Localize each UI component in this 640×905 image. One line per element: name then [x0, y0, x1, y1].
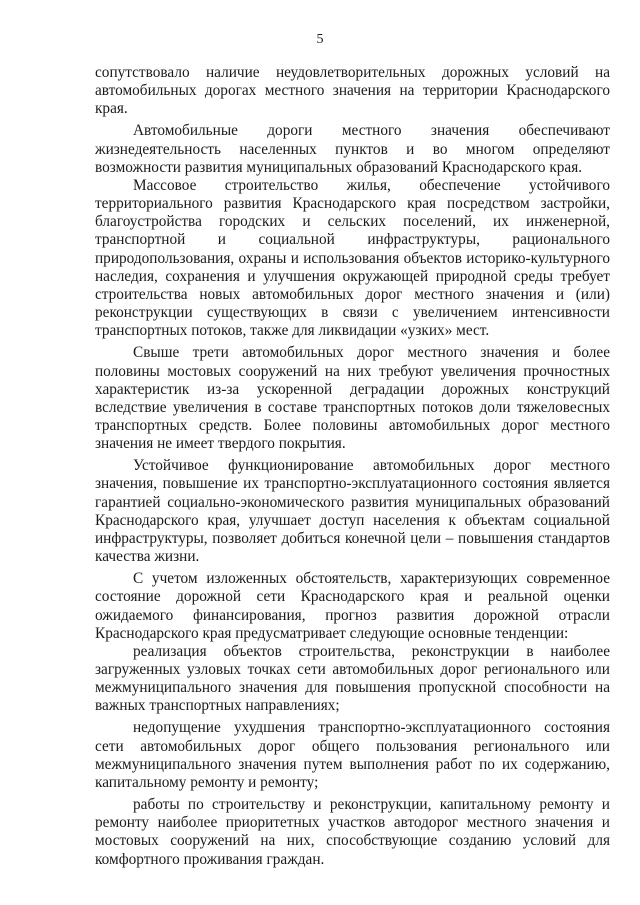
paragraph: Автомобильные дороги местного значения обеспечивают жизнедеятельность населенных пунктов и во многом определяют возможности развития муниципальных образований Краснодарского края. [95, 122, 610, 176]
list-item: недопущение ухудшения транспортно-эксплуатационного состояния сети автомобильных дорог общего пользования регионального или межмуниципального значения путем выполнения работ по их содержанию, капитальному ремонту и ремонту; [95, 719, 610, 791]
paragraph: Массовое строительство жилья, обеспечение устойчивого территориального развития Краснодарского края посредством застройки, благоустройства городских и сельских поселений, их инженерной, транспортной и социальной инфраструктуры, рационального природопользования, охраны и использования объектов историко-культурного наследия, сохранения и улучшения окружающей природной среды требует строительства новых автомобильных дорог местного значения и (или) реконструкции существующих в связи с увеличением интенсивности транспортных потоков, также для ликвидации «узких» мест. [95, 176, 610, 340]
document-body [95, 64, 610, 869]
paragraph: Устойчивое функционирование автомобильных дорог местного значения, повышение их транспортно-эксплуатационного состояния является гарантией социально-экономического развития муниципальных образований Краснодарского края, улучшает доступ населения к объектам социальной инфраструктуры, позволяет добиться конечной цели – повышения стандартов качества жизни. [95, 457, 610, 566]
list-item: работы по строительству и реконструкции, капитальному ремонту и ремонту наиболее приоритетных участков автодорог местного значения и мостовых сооружений на них, способствующие созданию условий для комфортного проживания граждан. [95, 796, 610, 868]
list-item: реализация объектов строительства, реконструкции в наиболее загруженных узловых точках сети автомобильных дорог регионального или межмуниципального значения для повышения пропускной способности на важных транспортных направлениях; [95, 642, 610, 715]
paragraph: С учетом изложенных обстоятельств, характеризующих современное состояние дорожной сети Краснодарского края и реальной оценки ожидаемого финансирования, прогноз развития дорожной отрасли Краснодарского края предусматривает следующие основные тенденции: [95, 570, 610, 642]
paragraph: сопутствовало наличие неудовлетворительных дорожных условий на автомобильных дорогах местного значения на территории Краснодарского края. [95, 64, 610, 118]
paragraph: Свыше трети автомобильных дорог местного значения и более половины мостовых сооружений на них требуют увеличения прочностных характеристик из-за ускоренной деградации дорожных конструкций вследствие увеличения в составе транспортных потоков доли тяжеловесных транспортных средств. Более половины автомобильных дорог местного значения не имеет твердого покрытия. [95, 344, 610, 453]
page-number: 5 [316, 32, 324, 47]
